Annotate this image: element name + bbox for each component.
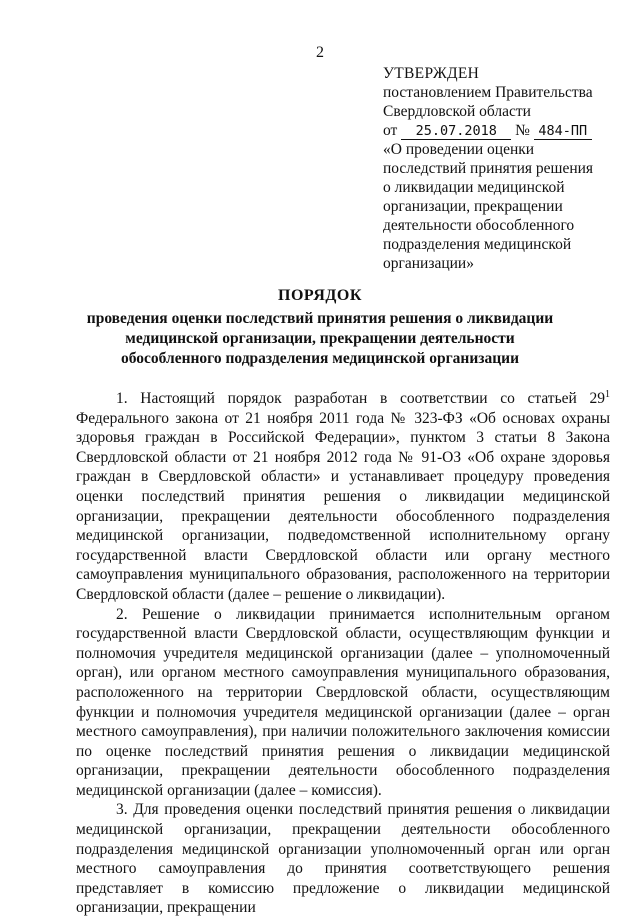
approval-title [383, 140, 623, 273]
approval-block [383, 64, 623, 273]
approval-date-line [383, 121, 623, 140]
page-number: 2 [316, 44, 324, 61]
approval-title-line: последствий принятия решения [383, 160, 594, 177]
document-subheading: проведения оценки последствий принятия решения о ликвидации медицинской организации, прекращении деятельности обособленного подразделения медицинской организации [86, 310, 554, 367]
article-superscript: 1 [605, 388, 610, 400]
approval-title-line: о ликвидации медицинской [383, 179, 565, 196]
approval-stamp: УТВЕРЖДЕН [383, 65, 480, 82]
document-body [76, 389, 610, 918]
paragraph-1 [76, 389, 610, 605]
number-label: № [515, 122, 530, 139]
approval-number: 484-ПП [534, 124, 592, 140]
paragraph-2: 2. Решение о ликвидации принимается исполнительным органом государственной власти Свердловской области, осуществляющим функции и полномочия учредителя медицинской организации (далее – уполномоченный орган), или органом местного самоуправления муниципального образования, расположенного на территории Свердловской области, осуществляющим функции и полномочия учредителя медицинской организации (далее – орган местного самоуправления), при наличии положительного заключения комиссии по оценке последствий принятия решения о ликвидации медицинской организации, прекращении деятельности обособленного подразделения медицинской организации (далее – комиссия). [76, 605, 610, 799]
approval-title-line: подразделения медицинской [383, 236, 572, 253]
approval-title-line: деятельности обособленного [383, 217, 575, 234]
approval-line-1: постановлением Правительства [383, 84, 593, 101]
approval-date: 25.07.2018 [401, 124, 511, 140]
approval-title-line: организации, прекращении [383, 198, 563, 215]
from-label: от [383, 122, 398, 139]
paragraph-1-rest: Федерального закона от 21 ноября 2011 года № 323-ФЗ «Об основах охраны здоровья граждан в Российской Федерации», пунктом 3 статьи 8 Закона Свердловской области от 21 ноября 2012 года № 91-ОЗ «Об охране здоровья граждан в Свердловской области» и устанавливает процедуру проведения оценки последствий принятия решения о ликвидации медицинской организации, прекращении деятельности обособленного подразделения медицинской организации, подведомственной исполнительному органу государственной власти Свердловской области или органу местного самоуправления муниципального образования, расположенного на территории Свердловской области (далее – решение о ликвидации). [76, 409, 610, 603]
paragraph-1-start: 1. Настоящий порядок разработан в соответствии со статьей 29 [116, 390, 605, 407]
document-heading: ПОРЯДОК [278, 287, 362, 304]
paragraph-3: 3. Для проведения оценки последствий принятия решения о ликвидации медицинской организации, прекращении деятельности обособленного подразделения медицинской организации уполномоченный орган или орган местного самоуправления до принятия соответствующего решения представляет в комиссию предложение о ликвидации медицинской организации, прекращении [76, 801, 610, 917]
approval-line-2: Свердловской области [383, 103, 531, 120]
approval-title-line: «О проведении оценки [383, 141, 535, 158]
approval-title-line: организации» [383, 255, 474, 272]
